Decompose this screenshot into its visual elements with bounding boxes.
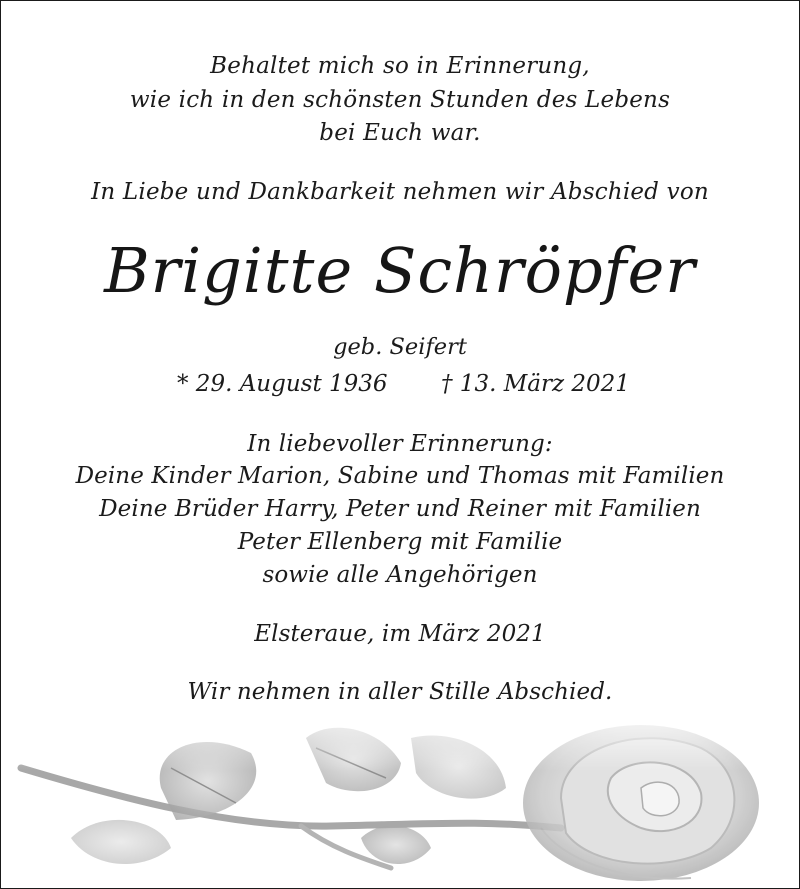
maiden-name: geb. Seifert: [333, 334, 467, 360]
verse-line-2: wie ich in den schönsten Stunden des Lebens: [129, 87, 671, 113]
verse-line-1: Behaltet mich so in Erinnerung,: [210, 53, 590, 79]
mourners-heading: In liebevoller Erinnerung:: [247, 431, 553, 457]
mourners-line-2: Deine Brüder Harry, Peter und Reiner mit Familien: [99, 496, 701, 522]
birth-date: * 29. August 1936: [177, 371, 388, 397]
deceased-name: Brigitte Schröpfer: [104, 234, 696, 307]
mourners-line-3: Peter Ellenberg mit Familie: [237, 529, 563, 555]
verse-line-3: bei Euch war.: [319, 120, 481, 146]
farewell-intro: In Liebe und Dankbarkeit nehmen wir Abschied von: [91, 179, 709, 205]
place-and-date: Elsteraue, im März 2021: [254, 621, 546, 647]
death-date: † 13. März 2021: [441, 371, 630, 397]
rose-illustration: [1, 708, 799, 888]
life-dates: [1, 371, 799, 401]
mourners-line-4: sowie alle Angehörigen: [262, 562, 538, 588]
mourners-line-1: Deine Kinder Marion, Sabine und Thomas mit Familien: [75, 463, 725, 489]
closing-line: Wir nehmen in aller Stille Abschied.: [187, 679, 613, 705]
